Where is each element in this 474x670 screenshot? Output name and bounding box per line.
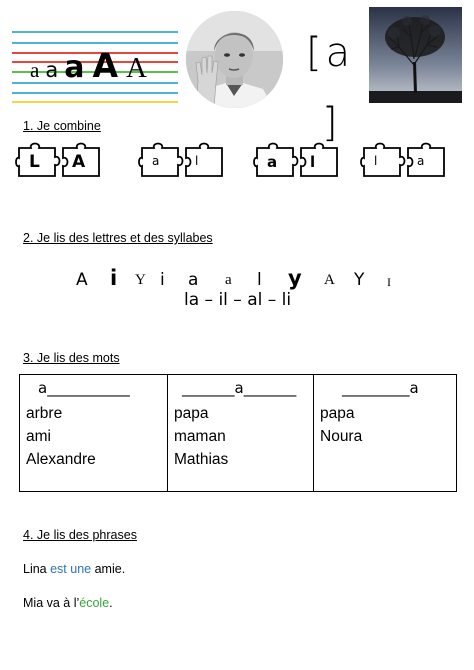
- letter-glyph: A: [324, 272, 335, 288]
- word-item: Noura: [320, 428, 363, 445]
- puzzle-letter-left: l: [374, 154, 378, 168]
- letter-glyph: A: [76, 270, 88, 290]
- word-item: arbre: [26, 405, 63, 422]
- section-heading-letters: 2. Je lis des lettres et des syllabes: [23, 231, 213, 245]
- phrase-1: [23, 562, 125, 576]
- puzzle-pair: [253, 136, 349, 184]
- puzzle-piece-right: [186, 144, 222, 177]
- puzzle-letter-right: l: [310, 152, 316, 171]
- word-item: papa: [320, 405, 355, 422]
- boy-photo: [186, 11, 283, 108]
- word-item: maman: [174, 428, 226, 445]
- section-heading-phrases: 4. Je lis des phrases: [23, 528, 137, 542]
- letter-glyph: i: [160, 270, 165, 290]
- column-2-words: [168, 399, 313, 471]
- puzzle-letter-right: A: [72, 151, 86, 172]
- section-heading-combine: 1. Je combine: [23, 119, 101, 133]
- phrase-1-part-1: Lina: [23, 562, 51, 576]
- word-item: ami: [26, 428, 51, 445]
- phrase-2-part-1: Mia va à l’: [23, 596, 80, 610]
- puzzle-piece-left: [139, 144, 183, 177]
- column-header-3: _________a: [342, 379, 419, 397]
- puzzle-letter-left: L: [29, 151, 40, 172]
- letter-glyph: a: [188, 270, 199, 290]
- guide-line-bottom: [12, 101, 178, 103]
- word-item: papa: [174, 405, 209, 422]
- column-3-words: [314, 399, 456, 448]
- boy-photo-illustration: [186, 11, 283, 108]
- puzzle-piece-left: [361, 144, 405, 177]
- guide-line-2: [12, 42, 178, 44]
- phrase-1-part-3: amie.: [91, 562, 126, 576]
- words-column-3: [314, 375, 457, 492]
- section-heading-words: 3. Je lis des mots: [23, 351, 120, 365]
- letter-glyph: Y: [354, 270, 365, 290]
- guide-line-6: [12, 92, 178, 94]
- puzzle-pair: [15, 136, 111, 184]
- letter-a-serif: a: [30, 58, 40, 82]
- letter-glyph: i: [110, 266, 118, 290]
- word-item: Mathias: [174, 451, 229, 468]
- puzzle-piece-right: [408, 144, 444, 177]
- phrase-2-highlight: école: [79, 596, 110, 610]
- words-table: [19, 374, 457, 492]
- phoneme-bracket-close: ]: [322, 100, 338, 146]
- phrase-2-part-3: .: [109, 596, 113, 610]
- letter-a-sans: a: [45, 58, 59, 82]
- puzzle-letter-left: a: [267, 152, 278, 171]
- column-header-1: a___________: [38, 379, 130, 397]
- column-header-2: _______a_______: [182, 379, 297, 397]
- phrase-1-highlight: est une: [50, 562, 92, 576]
- syllables-line: la – il – al – li: [184, 290, 292, 310]
- tree-illustration: [369, 7, 462, 103]
- word-item: Alexandre: [26, 451, 96, 468]
- column-1-words: [20, 399, 167, 471]
- letter-glyph: y: [288, 266, 302, 290]
- header-letters: [30, 46, 147, 85]
- words-column-1: [20, 375, 168, 492]
- letter-A-bold: A: [92, 46, 118, 85]
- puzzle-letter-right: a: [417, 154, 425, 168]
- phoneme-bracket: [a: [306, 30, 355, 76]
- tree-photo: [369, 7, 462, 103]
- guide-line-top: [12, 31, 178, 33]
- letter-a-bold: a: [64, 50, 85, 85]
- puzzle-letter-left: a: [152, 154, 160, 168]
- puzzle-letter-right: l: [195, 154, 199, 168]
- puzzle-piece-right: [301, 144, 337, 177]
- letter-glyph: I: [387, 275, 391, 289]
- puzzle-pair: [138, 136, 234, 184]
- letter-glyph: Y: [135, 272, 146, 288]
- phrase-2: [23, 596, 113, 610]
- puzzle-pair: [360, 136, 456, 184]
- letter-glyph: l: [257, 270, 262, 290]
- words-column-2: [168, 375, 314, 492]
- letter-A-serif: A: [126, 52, 147, 84]
- letter-glyph: a: [225, 272, 232, 288]
